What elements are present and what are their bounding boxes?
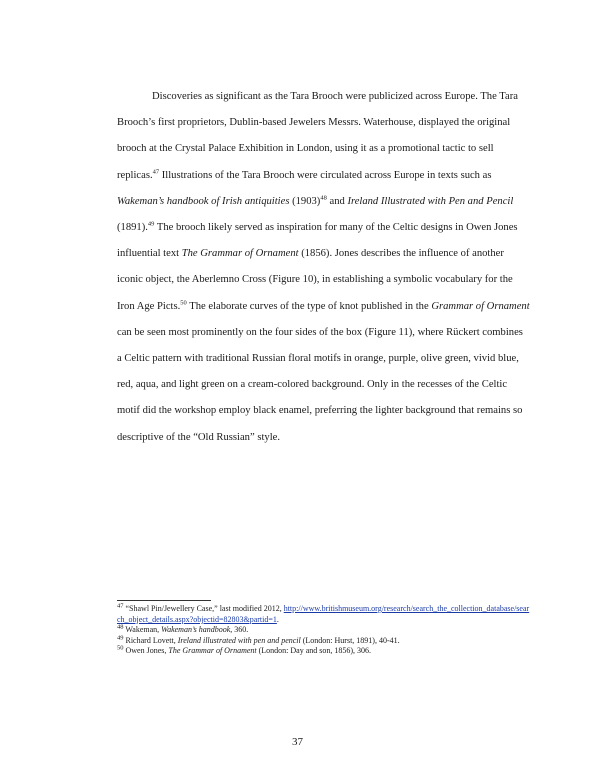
footnote-number: 50 [117,644,124,652]
body-paragraph [117,84,530,451]
sentence: and [326,195,348,207]
title-grammar-of-ornament: The Grammar of Ornament [181,248,299,260]
sentence: The elaborate curves of the type of knot published in the [186,300,432,312]
footnote-text: , 360. [230,625,249,635]
sentence: Illustrations of the Tara Brooch were circulated across Europe in texts such as [159,169,492,181]
sentence: (1856). Jones describes the influence of another iconic object, the Aberlemno Cross (Figure 10), in establishing a symbolic vocabulary for the Iron Age Picts. [117,248,513,312]
footnote-text: Owen Jones, [123,646,169,656]
footnote-number: 47 [117,602,124,610]
footnote-number: 49 [117,634,124,642]
footnote-text: (London: Hurst, 1891), 40-41. [300,635,400,645]
footnote-title: Wakeman’s handbook [161,625,231,635]
sentence: (1891). [117,222,148,234]
sentence: can be seen most prominently on the four sides of the box (Figure 11), where Rückert combines a Celtic pattern with traditional Russian floral motifs in orange, purple, olive green, vivid blue, red, aqua, and light green on a cream-colored background. Only in the recesses of the Celtic motif did the workshop employ black enamel, preferring the lighter background that remains so descriptive of the “Old Russian” style. [117,326,523,443]
footnote-url-link[interactable]: http://www.britishmuseum.org/research/search_the_collection_database/search_object_details.aspx?objectid=82803&partid=1 [117,604,530,624]
footnote-49 [117,636,532,647]
footnote-ref-48[interactable]: 48 [320,194,327,202]
footnote-divider [117,600,211,601]
sentence: The brooch likely served as inspiration for many of the Celtic designs in Owen Jones influential text [117,222,518,260]
footnote-ref-50[interactable]: 50 [180,299,187,307]
sentence: (1903) [289,195,321,207]
footnote-title: Ireland illustrated with pen and pencil [177,635,301,645]
footnote-title: The Grammar of Ornament [168,646,257,656]
footnote-text: Wakeman, [123,625,162,635]
footnote-text: Richard Lovett, [123,635,178,645]
footnote-text: (London: Day and son, 1856), 306. [256,646,372,656]
footnote-text: “Shawl Pin/Jewellery Case,” last modified 2012, [123,604,284,613]
title-ireland-illustrated: Ireland Illustrated with Pen and Pencil [347,195,514,207]
footnote-48 [117,625,532,636]
footnote-text: . [276,614,279,624]
footnote-ref-47[interactable]: 47 [152,168,160,176]
footnote-47 [117,604,532,625]
footnotes-section [117,604,532,657]
sentence: Discoveries as significant as the Tara Brooch were publicized across Europe. The Tara Brooch’s first proprietors, Dublin-based Jewelers Messrs. Waterhouse, displayed the original brooch at the Crystal Palace Exhibition in London, using it as a promotional tactic to sell replicas. [117,91,518,181]
footnote-ref-49[interactable]: 49 [147,220,155,228]
title-grammar-of-ornament: Grammar of Ornament [431,300,530,312]
footnote-number: 48 [117,623,124,631]
title-wakeman: Wakeman’s handbook of Irish antiquities [117,195,290,207]
page-number: 37 [292,736,303,748]
footnote-50 [117,646,532,657]
